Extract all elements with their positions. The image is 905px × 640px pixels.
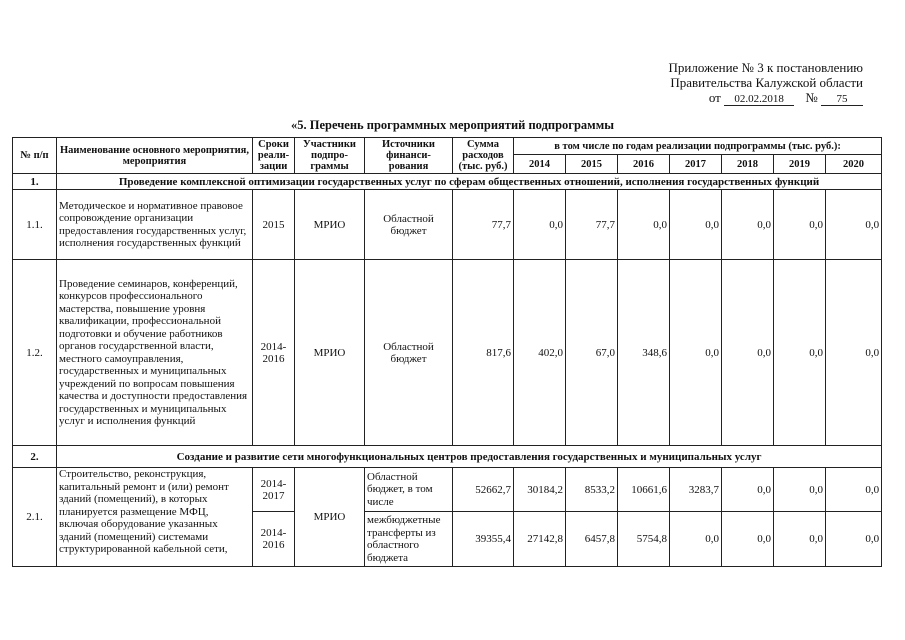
row-year-value: 0,0 bbox=[514, 190, 566, 260]
appendix-line-2: Правительства Калужской области bbox=[670, 75, 863, 90]
row-terms: 2014-2016 bbox=[253, 260, 295, 446]
section-row bbox=[13, 446, 882, 468]
program-measures-table bbox=[12, 137, 882, 567]
row-year-value: 402,0 bbox=[514, 260, 566, 446]
document-title: «5. Перечень программных мероприятий подпрограммы bbox=[291, 118, 614, 132]
row-source: Областной бюджет, в том числе bbox=[365, 468, 453, 512]
section-num: 2. bbox=[13, 446, 57, 468]
row-year-value: 0,0 bbox=[722, 468, 774, 512]
row-year-value: 6457,8 bbox=[566, 512, 618, 567]
header-year: 2017 bbox=[670, 155, 722, 174]
row-name: Методическое и нормативное правовое сопровождение организации предоставления государственных услуг, исполнения государственных функций bbox=[57, 190, 253, 260]
decree-number: 75 bbox=[821, 93, 863, 106]
header-year: 2020 bbox=[826, 155, 882, 174]
header-num: № п/п bbox=[13, 138, 57, 174]
row-num: 2.1. bbox=[13, 468, 57, 567]
row-num: 1.2. bbox=[13, 260, 57, 446]
header-year: 2014 bbox=[514, 155, 566, 174]
row-year-value: 3283,7 bbox=[670, 468, 722, 512]
row-year-value: 0,0 bbox=[670, 260, 722, 446]
row-year-value: 0,0 bbox=[774, 512, 826, 567]
row-year-value: 0,0 bbox=[826, 512, 882, 567]
row-sum: 39355,4 bbox=[453, 512, 514, 567]
header-name: Наименование основного мероприятия, мероприятия bbox=[57, 138, 253, 174]
section-num: 1. bbox=[13, 174, 57, 190]
table-row bbox=[13, 190, 882, 260]
row-year-value: 0,0 bbox=[722, 260, 774, 446]
row-terms: 2014-2016 bbox=[253, 512, 295, 567]
row-year-value: 27142,8 bbox=[514, 512, 566, 567]
row-num: 1.1. bbox=[13, 190, 57, 260]
row-source: Областной бюджет bbox=[365, 190, 453, 260]
row-year-value: 0,0 bbox=[670, 190, 722, 260]
row-year-value: 0,0 bbox=[618, 190, 670, 260]
row-terms: 2015 bbox=[253, 190, 295, 260]
table-row bbox=[13, 260, 882, 446]
row-terms: 2014-2017 bbox=[253, 468, 295, 512]
row-sum: 817,6 bbox=[453, 260, 514, 446]
from-label: от bbox=[708, 90, 721, 105]
header-year: 2015 bbox=[566, 155, 618, 174]
section-row bbox=[13, 174, 882, 190]
header-participants: Участники подпро-граммы bbox=[295, 138, 365, 174]
row-name: Строительство, реконструкция, капитальный ремонт и (или) ремонт зданий (помещений), в которых планируется размещение МФЦ, включая оборудование указанных зданий (помещений) системами структурированной кабельной сети, bbox=[57, 468, 253, 567]
appendix-line-1: Приложение № 3 к постановлению bbox=[668, 60, 863, 75]
row-name: Проведение семинаров, конференций, конкурсов профессионального мастерства, повышение уровня квалификации, профессиональной подготовки и обучение работников органов государственной власти, местного самоуправления, государственных и муниципальных учреждений по вопросам повышения качества и доступности предоставления государственных и муниципальных услуг и исполнения функций bbox=[57, 260, 253, 446]
header-row-1 bbox=[13, 138, 882, 155]
row-year-value: 0,0 bbox=[826, 260, 882, 446]
header-year: 2019 bbox=[774, 155, 826, 174]
row-year-value: 0,0 bbox=[722, 190, 774, 260]
row-year-value: 0,0 bbox=[826, 190, 882, 260]
header-terms: Сроки реали-зации bbox=[253, 138, 295, 174]
row-year-value: 0,0 bbox=[670, 512, 722, 567]
section-title: Создание и развитие сети многофункциональных центров предоставления государственных и муниципальных услуг bbox=[57, 446, 882, 468]
header-sum: Сумма расходов (тыс. руб.) bbox=[453, 138, 514, 174]
table-row bbox=[13, 468, 882, 512]
header-sources: Источники финанси-рования bbox=[365, 138, 453, 174]
row-year-value: 0,0 bbox=[826, 468, 882, 512]
decree-date: 02.02.2018 bbox=[724, 93, 794, 106]
header-by-years: в том числе по годам реализации подпрограммы (тыс. руб.): bbox=[514, 138, 882, 155]
row-source: Областной бюджет bbox=[365, 260, 453, 446]
number-label: № bbox=[805, 90, 818, 105]
section-title: Проведение комплексной оптимизации государственных услуг по сферам общественных отношений, исполнения государственных функций bbox=[57, 174, 882, 190]
header-year: 2016 bbox=[618, 155, 670, 174]
row-year-value: 10661,6 bbox=[618, 468, 670, 512]
row-sum: 77,7 bbox=[453, 190, 514, 260]
row-sum: 52662,7 bbox=[453, 468, 514, 512]
row-year-value: 5754,8 bbox=[618, 512, 670, 567]
row-year-value: 0,0 bbox=[774, 190, 826, 260]
row-participants: МРИО bbox=[295, 190, 365, 260]
row-participants: МРИО bbox=[295, 468, 365, 567]
row-year-value: 348,6 bbox=[618, 260, 670, 446]
header-year: 2018 bbox=[722, 155, 774, 174]
appendix-block bbox=[669, 60, 863, 106]
row-year-value: 0,0 bbox=[722, 512, 774, 567]
row-source: межбюджетные трансферты из областного бюджета bbox=[365, 512, 453, 567]
row-year-value: 0,0 bbox=[774, 260, 826, 446]
row-year-value: 77,7 bbox=[566, 190, 618, 260]
appendix-date-line bbox=[669, 90, 863, 106]
row-participants: МРИО bbox=[295, 260, 365, 446]
row-year-value: 30184,2 bbox=[514, 468, 566, 512]
row-year-value: 8533,2 bbox=[566, 468, 618, 512]
row-year-value: 0,0 bbox=[774, 468, 826, 512]
row-year-value: 67,0 bbox=[566, 260, 618, 446]
